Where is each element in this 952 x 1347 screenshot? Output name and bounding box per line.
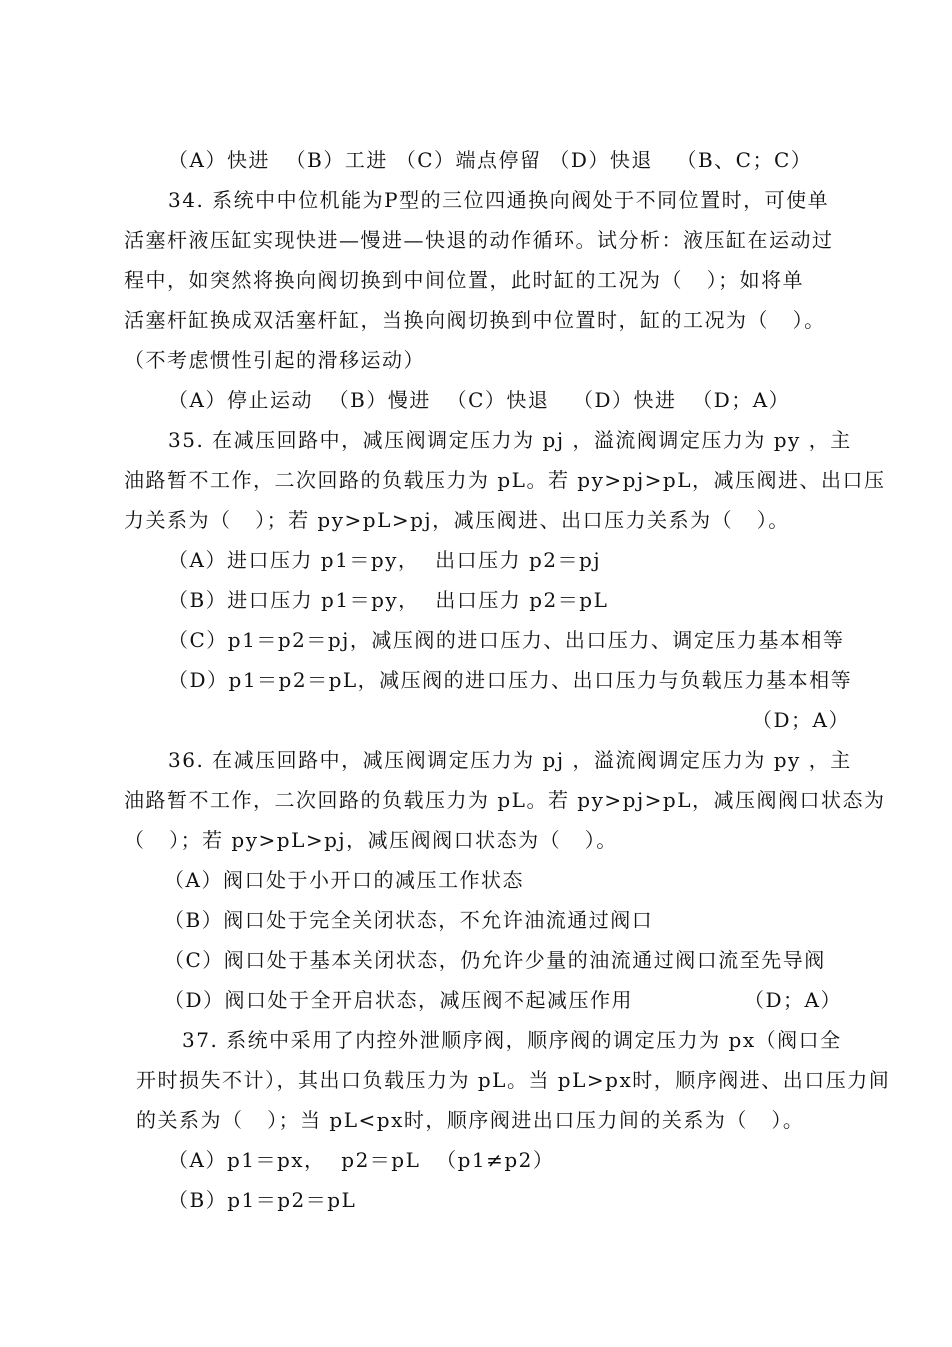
q36-option-d: （D）阀口处于全开启状态，减压阀不起减压作用 — [164, 988, 634, 1012]
q37-stem-line1: 37. 系统中采用了内控外泄顺序阀，顺序阀的调定压力为 px（阀口全 — [182, 1028, 842, 1052]
q35-option-c: （C）p1＝p2＝pj，减压阀的进口压力、出口压力、调定压力基本相等 — [168, 628, 845, 652]
q36-option-c: （C）阀口处于基本关闭状态，仍允许少量的油流通过阀口流至先导阀 — [164, 948, 826, 972]
q33-options: （A）快进 （B）工进 （C）端点停留 （D）快退 （B、C；C） — [168, 148, 813, 172]
q35-option-d: （D）p1＝p2＝pL，减压阀的进口压力、出口压力与负载压力基本相等 — [168, 668, 853, 692]
q37-stem-line3: 的关系为（ ）；当 pL<px时，顺序阀进出口压力间的关系为（ ）。 — [136, 1108, 805, 1132]
q34-note: （不考虑惯性引起的滑移运动） — [124, 348, 425, 372]
q36-stem-line3: （ ）；若 py>pL>pj，减压阀阀口状态为（ ）。 — [124, 828, 618, 852]
q35-answer: （D；A） — [752, 708, 850, 732]
q34-options: （A）停止运动 （B）慢进 （C）快退 （D）快进 （D；A） — [168, 388, 791, 412]
q36-stem-line2: 油路暂不工作，二次回路的负载压力为 pL。若 py>pj>pL，减压阀阀口状态为 — [124, 788, 886, 812]
q34-stem-line2: 活塞杆液压缸实现快进—慢进—快退的动作循环。试分析：液压缸在运动过 — [124, 228, 834, 252]
q36-option-a: （A）阀口处于小开口的减压工作状态 — [164, 868, 524, 892]
q36-stem-line1: 36. 在减压回路中，减压阀调定压力为 pj ，溢流阀调定压力为 py ，主 — [168, 748, 852, 772]
q36-option-b: （B）阀口处于完全关闭状态，不允许油流通过阀口 — [164, 908, 654, 932]
q35-option-a: （A）进口压力 p1＝py， 出口压力 p2＝pj — [168, 548, 602, 572]
q37-option-b: （B）p1＝p2＝pL — [168, 1188, 357, 1212]
q34-stem-line1: 34. 系统中中位机能为P型的三位四通换向阀处于不同位置时，可使单 — [168, 188, 830, 212]
q34-stem-line4: 活塞杆缸换成双活塞杆缸，当换向阀切换到中位置时，缸的工况为（ ）。 — [124, 308, 826, 332]
q35-option-b: （B）进口压力 p1＝py， 出口压力 p2＝pL — [168, 588, 609, 612]
q37-stem-line2: 开时损失不计），其出口负载压力为 pL。当 pL>px时，顺序阀进、出口压力间 — [136, 1068, 891, 1092]
q35-stem-line1: 35. 在减压回路中，减压阀调定压力为 pj ，溢流阀调定压力为 py ，主 — [168, 428, 852, 452]
q37-option-a: （A）p1＝px， p2＝pL （p1≠p2） — [168, 1148, 555, 1172]
q35-stem-line3: 力关系为（ ）；若 py>pL>pj，减压阀进、出口压力关系为（ ）。 — [124, 508, 790, 532]
q34-stem-line3: 程中，如突然将换向阀切换到中间位置，此时缸的工况为（ ）；如将单 — [124, 268, 805, 292]
q36-answer: （D；A） — [744, 988, 842, 1012]
q35-stem-line2: 油路暂不工作，二次回路的负载压力为 pL。若 py>pj>pL，减压阀进、出口压 — [124, 468, 886, 492]
